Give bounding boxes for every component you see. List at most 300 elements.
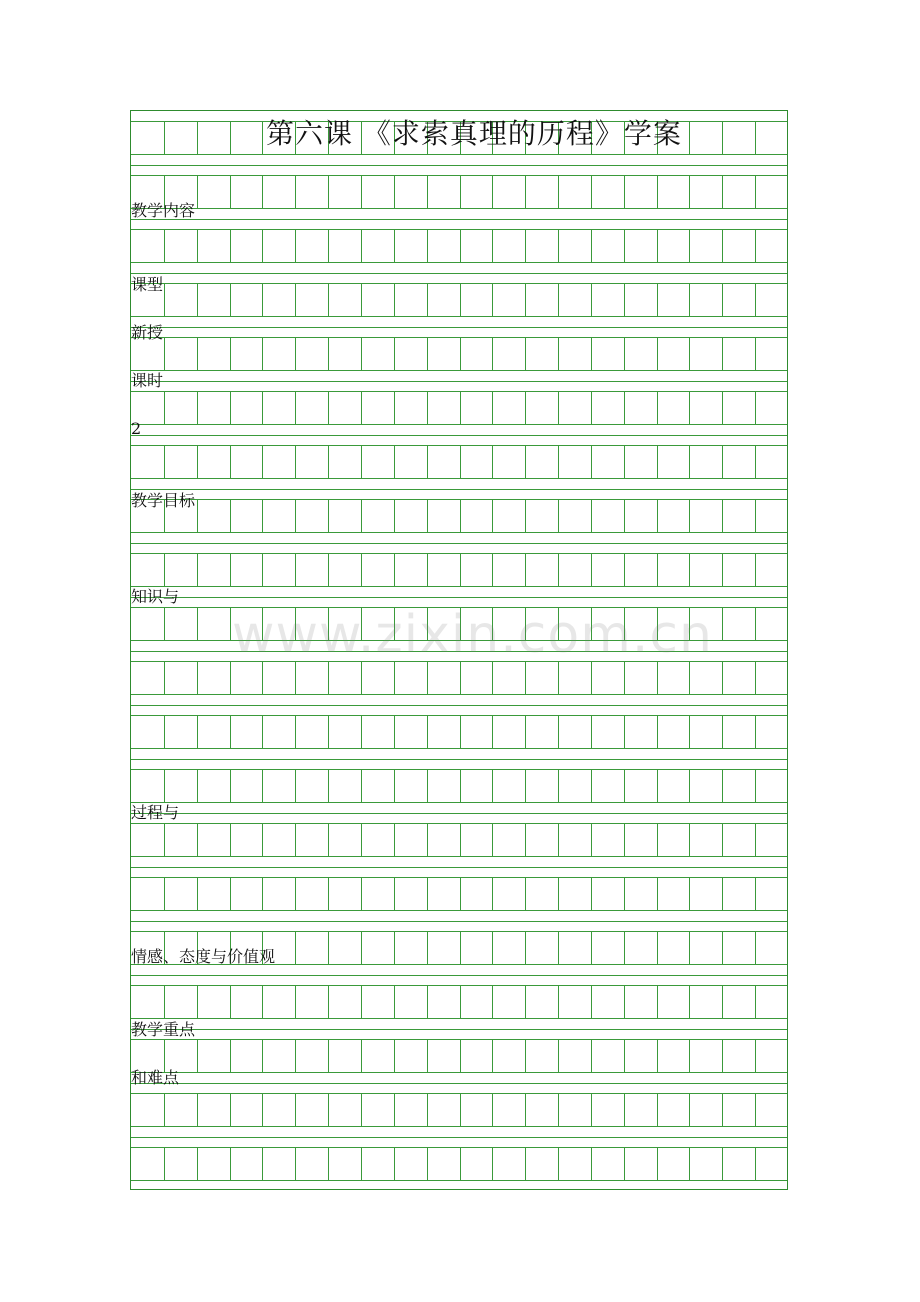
grid-column-line bbox=[460, 1147, 461, 1180]
grid-column-line bbox=[295, 553, 296, 586]
lesson-type-value: 新授 bbox=[131, 323, 164, 342]
grid-column-line bbox=[197, 121, 198, 154]
grid-column-line bbox=[558, 931, 559, 964]
grid-column-line bbox=[460, 229, 461, 262]
grid-column-line bbox=[525, 337, 526, 370]
grid-column-line bbox=[361, 715, 362, 748]
grid-line bbox=[131, 1083, 787, 1084]
grid-line bbox=[131, 694, 787, 695]
grid-column-line bbox=[591, 391, 592, 424]
grid-column-line bbox=[230, 1039, 231, 1072]
grid-column-line bbox=[689, 283, 690, 316]
grid-column-line bbox=[262, 283, 263, 316]
grid-column-line bbox=[657, 175, 658, 208]
grid-column-line bbox=[657, 337, 658, 370]
grid-column-line bbox=[558, 985, 559, 1018]
grid-column-line bbox=[460, 553, 461, 586]
grid-column-line bbox=[722, 1039, 723, 1072]
grid-line bbox=[131, 273, 787, 274]
grid-column-line bbox=[295, 229, 296, 262]
label-knowledge: 知识与 bbox=[131, 587, 180, 606]
grid-column-line bbox=[591, 931, 592, 964]
grid-column-line bbox=[722, 931, 723, 964]
grid-line bbox=[131, 424, 787, 425]
grid-column-line bbox=[591, 1093, 592, 1126]
grid-column-line bbox=[755, 445, 756, 478]
grid-column-line bbox=[657, 499, 658, 532]
grid-line bbox=[131, 532, 787, 533]
grid-column-line bbox=[558, 769, 559, 802]
grid-column-line bbox=[591, 769, 592, 802]
class-hours-value: 2 bbox=[131, 419, 142, 438]
grid-line bbox=[131, 705, 787, 706]
grid-column-line bbox=[230, 121, 231, 154]
grid-line bbox=[131, 489, 787, 490]
grid-column-line bbox=[492, 283, 493, 316]
grid-column-line bbox=[295, 985, 296, 1018]
grid-column-line bbox=[427, 877, 428, 910]
grid-column-line bbox=[722, 175, 723, 208]
grid-column-line bbox=[722, 499, 723, 532]
grid-column-line bbox=[755, 1093, 756, 1126]
grid-column-line bbox=[624, 283, 625, 316]
grid-column-line bbox=[689, 1147, 690, 1180]
grid-column-line bbox=[722, 229, 723, 262]
grid-column-line bbox=[427, 985, 428, 1018]
grid-column-line bbox=[328, 229, 329, 262]
grid-column-line bbox=[427, 337, 428, 370]
grid-line bbox=[131, 543, 787, 544]
grid-column-line bbox=[394, 715, 395, 748]
grid-column-line bbox=[394, 229, 395, 262]
grid-column-line bbox=[492, 229, 493, 262]
grid-column-line bbox=[492, 391, 493, 424]
grid-column-line bbox=[689, 985, 690, 1018]
grid-column-line bbox=[197, 1039, 198, 1072]
grid-line bbox=[131, 856, 787, 857]
grid-column-line bbox=[328, 445, 329, 478]
grid-line bbox=[131, 165, 787, 166]
grid-line bbox=[131, 219, 787, 220]
grid-column-line bbox=[624, 337, 625, 370]
grid-column-line bbox=[492, 823, 493, 856]
grid-column-line bbox=[328, 823, 329, 856]
grid-column-line bbox=[755, 823, 756, 856]
grid-column-line bbox=[230, 1093, 231, 1126]
grid-column-line bbox=[328, 283, 329, 316]
grid-column-line bbox=[197, 877, 198, 910]
grid-column-line bbox=[558, 715, 559, 748]
grid-column-line bbox=[755, 877, 756, 910]
grid-column-line bbox=[755, 715, 756, 748]
grid-column-line bbox=[460, 661, 461, 694]
grid-column-line bbox=[624, 499, 625, 532]
grid-column-line bbox=[197, 499, 198, 532]
grid-column-line bbox=[492, 553, 493, 586]
grid-column-line bbox=[197, 715, 198, 748]
grid-column-line bbox=[328, 553, 329, 586]
grid-column-line bbox=[558, 445, 559, 478]
grid-column-line bbox=[624, 985, 625, 1018]
grid-column-line bbox=[230, 1147, 231, 1180]
grid-column-line bbox=[295, 445, 296, 478]
grid-line bbox=[131, 921, 787, 922]
grid-column-line bbox=[230, 283, 231, 316]
grid-column-line bbox=[197, 175, 198, 208]
grid-column-line bbox=[558, 499, 559, 532]
grid-column-line bbox=[755, 1039, 756, 1072]
grid-column-line bbox=[689, 121, 690, 154]
label-class-hours: 课时 bbox=[131, 371, 164, 390]
grid-column-line bbox=[755, 499, 756, 532]
grid-column-line bbox=[164, 283, 165, 316]
grid-line bbox=[131, 748, 787, 749]
grid-column-line bbox=[525, 499, 526, 532]
grid-column-line bbox=[591, 283, 592, 316]
grid-column-line bbox=[361, 1039, 362, 1072]
grid-column-line bbox=[328, 769, 329, 802]
grid-column-line bbox=[722, 607, 723, 640]
grid-column-line bbox=[657, 391, 658, 424]
grid-column-line bbox=[164, 553, 165, 586]
grid-column-line bbox=[492, 715, 493, 748]
grid-column-line bbox=[328, 337, 329, 370]
grid-column-line bbox=[624, 1093, 625, 1126]
grid-line bbox=[131, 316, 787, 317]
grid-column-line bbox=[558, 337, 559, 370]
grid-column-line bbox=[591, 1147, 592, 1180]
grid-column-line bbox=[558, 1093, 559, 1126]
grid-column-line bbox=[295, 1147, 296, 1180]
grid-column-line bbox=[657, 229, 658, 262]
grid-column-line bbox=[197, 823, 198, 856]
grid-line bbox=[131, 759, 787, 760]
grid-column-line bbox=[591, 229, 592, 262]
grid-column-line bbox=[755, 931, 756, 964]
grid-column-line bbox=[295, 337, 296, 370]
grid-column-line bbox=[755, 985, 756, 1018]
grid-column-line bbox=[755, 337, 756, 370]
grid-column-line bbox=[394, 445, 395, 478]
grid-column-line bbox=[328, 1093, 329, 1126]
grid-column-line bbox=[624, 769, 625, 802]
grid-column-line bbox=[361, 985, 362, 1018]
grid-column-line bbox=[558, 1147, 559, 1180]
label-teaching-content: 教学内容 bbox=[131, 201, 196, 220]
grid-column-line bbox=[427, 823, 428, 856]
grid-column-line bbox=[558, 391, 559, 424]
grid-column-line bbox=[624, 661, 625, 694]
grid-column-line bbox=[328, 661, 329, 694]
grid-column-line bbox=[689, 1093, 690, 1126]
grid-column-line bbox=[722, 283, 723, 316]
grid-column-line bbox=[657, 823, 658, 856]
grid-column-line bbox=[361, 1093, 362, 1126]
grid-column-line bbox=[427, 661, 428, 694]
grid-column-line bbox=[197, 1093, 198, 1126]
grid-column-line bbox=[624, 445, 625, 478]
grid-column-line bbox=[394, 823, 395, 856]
grid-column-line bbox=[295, 715, 296, 748]
grid-column-line bbox=[230, 337, 231, 370]
grid-column-line bbox=[460, 445, 461, 478]
grid-column-line bbox=[591, 823, 592, 856]
grid-line bbox=[131, 867, 787, 868]
grid-line bbox=[131, 154, 787, 155]
grid-column-line bbox=[230, 769, 231, 802]
grid-column-line bbox=[197, 229, 198, 262]
grid-column-line bbox=[558, 661, 559, 694]
grid-column-line bbox=[492, 499, 493, 532]
grid-column-line bbox=[164, 985, 165, 1018]
grid-column-line bbox=[755, 769, 756, 802]
grid-column-line bbox=[328, 877, 329, 910]
grid-column-line bbox=[394, 499, 395, 532]
grid-column-line bbox=[394, 661, 395, 694]
grid-column-line bbox=[328, 931, 329, 964]
grid-column-line bbox=[525, 175, 526, 208]
grid-column-line bbox=[361, 175, 362, 208]
grid-column-line bbox=[460, 823, 461, 856]
grid-column-line bbox=[197, 1147, 198, 1180]
grid-column-line bbox=[262, 715, 263, 748]
grid-column-line bbox=[361, 769, 362, 802]
grid-column-line bbox=[197, 445, 198, 478]
grid-column-line bbox=[591, 445, 592, 478]
grid-column-line bbox=[722, 715, 723, 748]
grid-column-line bbox=[262, 337, 263, 370]
grid-column-line bbox=[295, 769, 296, 802]
grid-column-line bbox=[722, 445, 723, 478]
grid-column-line bbox=[394, 337, 395, 370]
grid-column-line bbox=[492, 985, 493, 1018]
grid-column-line bbox=[262, 1147, 263, 1180]
grid-column-line bbox=[689, 337, 690, 370]
grid-column-line bbox=[427, 1147, 428, 1180]
grid-column-line bbox=[230, 175, 231, 208]
grid-column-line bbox=[230, 553, 231, 586]
grid-column-line bbox=[262, 1093, 263, 1126]
grid-column-line bbox=[394, 175, 395, 208]
grid-column-line bbox=[164, 445, 165, 478]
grid-column-line bbox=[657, 553, 658, 586]
grid-column-line bbox=[657, 1147, 658, 1180]
grid-column-line bbox=[427, 715, 428, 748]
grid-column-line bbox=[755, 175, 756, 208]
grid-column-line bbox=[591, 553, 592, 586]
grid-column-line bbox=[558, 283, 559, 316]
grid-column-line bbox=[657, 877, 658, 910]
grid-column-line bbox=[164, 607, 165, 640]
grid-column-line bbox=[755, 283, 756, 316]
grid-column-line bbox=[558, 823, 559, 856]
grid-column-line bbox=[394, 985, 395, 1018]
grid-column-line bbox=[624, 1147, 625, 1180]
grid-column-line bbox=[525, 877, 526, 910]
grid-column-line bbox=[164, 715, 165, 748]
grid-column-line bbox=[295, 1093, 296, 1126]
grid-column-line bbox=[394, 391, 395, 424]
grid-column-line bbox=[164, 1093, 165, 1126]
grid-column-line bbox=[328, 391, 329, 424]
grid-column-line bbox=[460, 985, 461, 1018]
grid-line bbox=[131, 1126, 787, 1127]
grid-column-line bbox=[361, 337, 362, 370]
grid-column-line bbox=[689, 229, 690, 262]
grid-column-line bbox=[591, 985, 592, 1018]
grid-column-line bbox=[657, 1039, 658, 1072]
grid-column-line bbox=[525, 283, 526, 316]
grid-column-line bbox=[460, 391, 461, 424]
grid-column-line bbox=[525, 553, 526, 586]
grid-line bbox=[131, 327, 787, 328]
grid-column-line bbox=[394, 877, 395, 910]
grid-line bbox=[131, 813, 787, 814]
label-process: 过程与 bbox=[131, 803, 180, 822]
grid-column-line bbox=[262, 391, 263, 424]
grid-column-line bbox=[755, 229, 756, 262]
grid-column-line bbox=[230, 985, 231, 1018]
grid-column-line bbox=[624, 229, 625, 262]
grid-column-line bbox=[755, 607, 756, 640]
grid-column-line bbox=[427, 769, 428, 802]
grid-column-line bbox=[262, 769, 263, 802]
grid-column-line bbox=[197, 391, 198, 424]
grid-column-line bbox=[197, 985, 198, 1018]
grid-column-line bbox=[328, 499, 329, 532]
grid-column-line bbox=[591, 715, 592, 748]
grid-column-line bbox=[525, 769, 526, 802]
grid-column-line bbox=[624, 553, 625, 586]
grid-column-line bbox=[657, 445, 658, 478]
grid-column-line bbox=[262, 499, 263, 532]
grid-column-line bbox=[295, 877, 296, 910]
grid-column-line bbox=[295, 391, 296, 424]
grid-column-line bbox=[689, 1039, 690, 1072]
grid-column-line bbox=[262, 121, 263, 154]
grid-column-line bbox=[361, 499, 362, 532]
grid-column-line bbox=[164, 769, 165, 802]
grid-column-line bbox=[722, 1093, 723, 1126]
grid-column-line bbox=[525, 1093, 526, 1126]
grid-column-line bbox=[460, 769, 461, 802]
grid-line bbox=[131, 597, 787, 598]
grid-column-line bbox=[755, 553, 756, 586]
grid-column-line bbox=[427, 391, 428, 424]
grid-column-line bbox=[558, 175, 559, 208]
grid-column-line bbox=[558, 877, 559, 910]
grid-column-line bbox=[492, 1039, 493, 1072]
watermark: www.zixin.com.cn bbox=[232, 605, 713, 665]
grid-column-line bbox=[164, 391, 165, 424]
grid-column-line bbox=[460, 283, 461, 316]
grid-column-line bbox=[558, 553, 559, 586]
grid-column-line bbox=[262, 985, 263, 1018]
grid-column-line bbox=[722, 121, 723, 154]
grid-column-line bbox=[722, 337, 723, 370]
grid-column-line bbox=[591, 337, 592, 370]
grid-column-line bbox=[689, 391, 690, 424]
grid-column-line bbox=[262, 661, 263, 694]
grid-column-line bbox=[164, 877, 165, 910]
grid-column-line bbox=[525, 823, 526, 856]
grid-column-line bbox=[164, 337, 165, 370]
grid-column-line bbox=[624, 1039, 625, 1072]
grid-column-line bbox=[689, 769, 690, 802]
grid-column-line bbox=[624, 877, 625, 910]
grid-column-line bbox=[164, 121, 165, 154]
grid-column-line bbox=[361, 391, 362, 424]
grid-column-line bbox=[492, 1093, 493, 1126]
grid-column-line bbox=[591, 1039, 592, 1072]
grid-column-line bbox=[624, 391, 625, 424]
grid-column-line bbox=[164, 661, 165, 694]
grid-column-line bbox=[230, 229, 231, 262]
grid-column-line bbox=[295, 931, 296, 964]
grid-column-line bbox=[657, 931, 658, 964]
grid-column-line bbox=[689, 877, 690, 910]
grid-line bbox=[131, 208, 787, 209]
grid-column-line bbox=[262, 877, 263, 910]
grid-column-line bbox=[427, 229, 428, 262]
grid-column-line bbox=[197, 607, 198, 640]
grid-column-line bbox=[230, 499, 231, 532]
grid-column-line bbox=[197, 283, 198, 316]
grid-column-line bbox=[460, 175, 461, 208]
grid-column-line bbox=[460, 931, 461, 964]
grid-line bbox=[131, 478, 787, 479]
grid-column-line bbox=[657, 661, 658, 694]
grid-column-line bbox=[525, 985, 526, 1018]
grid-column-line bbox=[492, 445, 493, 478]
grid-column-line bbox=[427, 1093, 428, 1126]
grid-column-line bbox=[624, 175, 625, 208]
grid-column-line bbox=[197, 553, 198, 586]
grid-column-line bbox=[262, 175, 263, 208]
grid-line bbox=[131, 262, 787, 263]
grid-column-line bbox=[689, 553, 690, 586]
grid-line bbox=[131, 910, 787, 911]
grid-column-line bbox=[558, 1039, 559, 1072]
grid-column-line bbox=[427, 499, 428, 532]
grid-column-line bbox=[722, 877, 723, 910]
grid-column-line bbox=[230, 445, 231, 478]
grid-column-line bbox=[591, 175, 592, 208]
grid-column-line bbox=[722, 985, 723, 1018]
grid-column-line bbox=[230, 661, 231, 694]
grid-column-line bbox=[525, 661, 526, 694]
grid-column-line bbox=[230, 391, 231, 424]
grid-column-line bbox=[722, 553, 723, 586]
grid-line bbox=[131, 1072, 787, 1073]
grid-column-line bbox=[262, 1039, 263, 1072]
grid-column-line bbox=[394, 283, 395, 316]
grid-column-line bbox=[230, 715, 231, 748]
grid-column-line bbox=[262, 823, 263, 856]
grid-column-line bbox=[722, 1147, 723, 1180]
grid-line bbox=[131, 381, 787, 382]
grid-column-line bbox=[361, 553, 362, 586]
label-difficulties: 和难点 bbox=[131, 1068, 180, 1087]
grid-column-line bbox=[657, 715, 658, 748]
page-title: 第六课 《求索真理的历程》学案 bbox=[266, 117, 682, 150]
grid-line bbox=[131, 1018, 787, 1019]
grid-column-line bbox=[197, 337, 198, 370]
grid-column-line bbox=[394, 1093, 395, 1126]
grid-column-line bbox=[657, 283, 658, 316]
grid-column-line bbox=[525, 1039, 526, 1072]
grid-column-line bbox=[197, 661, 198, 694]
